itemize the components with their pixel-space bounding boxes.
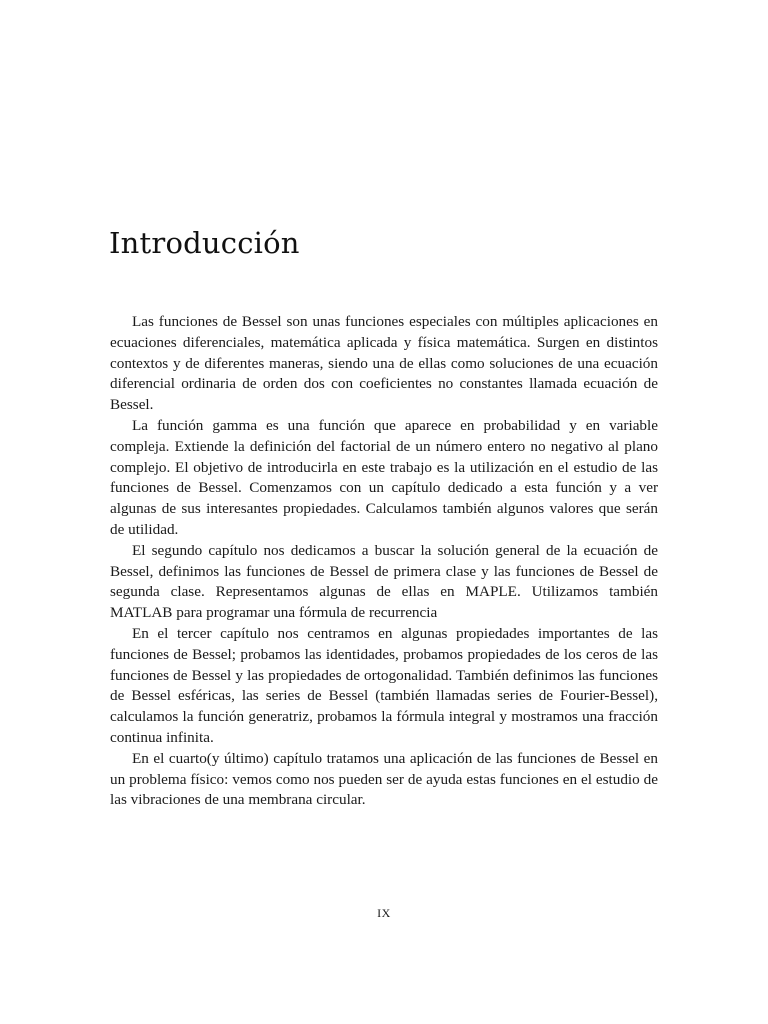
body-text	[110, 312, 658, 811]
paragraph-4: En el tercer capítulo nos centramos en algunas propiedades importantes de las funciones de Bessel; probamos las identidades, probamos propiedades de los ceros de las funciones de Bessel y las propiedades de ortogonalidad. También definimos las funciones de Bessel esféricas, las series de Bessel (también llamadas series de Fourier-Bessel), calculamos la función generatriz, probamos la fórmula integral y mostramos una fracción continua infinita.	[110, 624, 658, 746]
paragraph-2: La función gamma es una función que aparece en probabilidad y en variable compleja. Extiende la definición del factorial de un número entero no negativo al plano complejo. El objetivo de introducirla en este trabajo es la utilización en el estudio de las funciones de Bessel. Comenzamos con un capítulo dedicado a esta función y a ver algunas de sus interesantes propiedades. Calculamos también algunos valores que serán de utilidad.	[110, 416, 658, 538]
paragraph-3: El segundo capítulo nos dedicamos a buscar la solución general de la ecuación de Bessel, definimos las funciones de Bessel de primera clase y las funciones de Bessel de segunda clase. Representamos algunas de ellas en MAPLE. Utilizamos también MATLAB para programar una fórmula de recurrencia	[110, 541, 658, 622]
chapter-title: Introducción	[109, 226, 300, 260]
paragraph-5: En el cuarto(y último) capítulo tratamos una aplicación de las funciones de Bessel en un problema físico: vemos como nos pueden ser de ayuda estas funciones en el estudio de las vibraciones de una membrana circular.	[110, 749, 658, 809]
page-number: IX	[377, 906, 391, 920]
paragraph-1: Las funciones de Bessel son unas funciones especiales con múltiples aplicaciones en ecuaciones diferenciales, matemática aplicada y física matemática. Surgen en distintos contextos y de diferentes maneras, siendo una de ellas como soluciones de una ecuación diferencial ordinaria de orden dos con coeficientes no constantes llamada ecuación de Bessel.	[110, 313, 658, 414]
